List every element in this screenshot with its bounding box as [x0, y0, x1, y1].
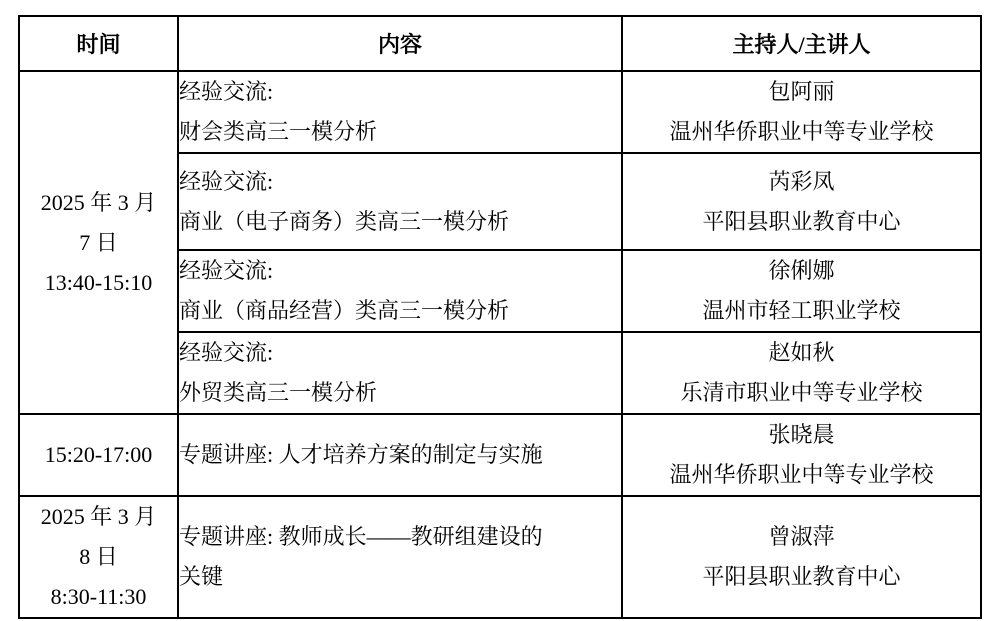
content-line: 商业（电子商务）类高三一模分析: [179, 208, 510, 234]
content-cell: [178, 414, 622, 496]
speaker-name: 芮彩凤: [768, 168, 835, 194]
schedule-table: [18, 15, 982, 619]
table-row-1: [19, 71, 981, 153]
content-line: 专题讲座: 教师成长——教研组建设的: [179, 524, 543, 549]
time-line: 15:20-17:00: [44, 442, 153, 467]
content-line: 经验交流:: [179, 258, 274, 283]
time-line: 2025 年 3 月: [40, 504, 157, 529]
organization-name: 平阳县职业教育中心: [702, 208, 901, 234]
speaker-name: 徐俐娜: [768, 258, 835, 283]
content-line: 关键: [179, 564, 224, 589]
speaker-cell: [622, 332, 981, 414]
time-line: 13:40-15:10: [44, 269, 153, 295]
content-cell: [178, 250, 622, 332]
content-line: 商业（商品经营）类高三一模分析: [179, 298, 510, 323]
content-cell: [178, 332, 622, 414]
speaker-cell: [622, 71, 981, 153]
header-host: 主持人/主讲人: [622, 16, 981, 71]
speaker-cell: [622, 153, 981, 250]
time-line: 2025 年 3 月: [40, 189, 157, 215]
organization-name: 平阳县职业教育中心: [702, 564, 901, 589]
time-line: 7 日: [79, 229, 118, 255]
organization-name: 乐清市职业中等专业学校: [680, 380, 923, 405]
header-content: 内容: [178, 16, 622, 71]
content-line: 专题讲座: 人才培养方案的制定与实施: [179, 442, 543, 467]
speaker-name: 赵如秋: [768, 340, 835, 365]
content-line: 经验交流:: [179, 168, 274, 194]
content-line: 经验交流:: [179, 79, 274, 104]
table-row-6: [19, 496, 981, 618]
speaker-cell: [622, 496, 981, 618]
time-cell-session-2: [19, 414, 178, 496]
table-header-row: [19, 16, 981, 71]
content-cell: [178, 153, 622, 250]
time-line: 8 日: [79, 544, 118, 569]
organization-name: 温州市轻工职业学校: [702, 298, 901, 323]
time-line: 8:30-11:30: [50, 584, 147, 609]
table-row-5: [19, 414, 981, 496]
content-line: 经验交流:: [179, 340, 274, 365]
speaker-name: 包阿丽: [768, 79, 835, 104]
speaker-cell: [622, 414, 981, 496]
speaker-name: 曾淑萍: [768, 524, 835, 549]
header-time: 时间: [19, 16, 178, 71]
content-line: 财会类高三一模分析: [179, 119, 378, 144]
content-line: 外贸类高三一模分析: [179, 380, 378, 405]
organization-name: 温州华侨职业中等专业学校: [669, 462, 934, 487]
time-cell-session-1: [19, 71, 178, 414]
content-cell: [178, 496, 622, 618]
time-cell-session-3: [19, 496, 178, 618]
content-cell: [178, 71, 622, 153]
speaker-name: 张晓晨: [768, 422, 835, 447]
organization-name: 温州华侨职业中等专业学校: [669, 119, 934, 144]
speaker-cell: [622, 250, 981, 332]
